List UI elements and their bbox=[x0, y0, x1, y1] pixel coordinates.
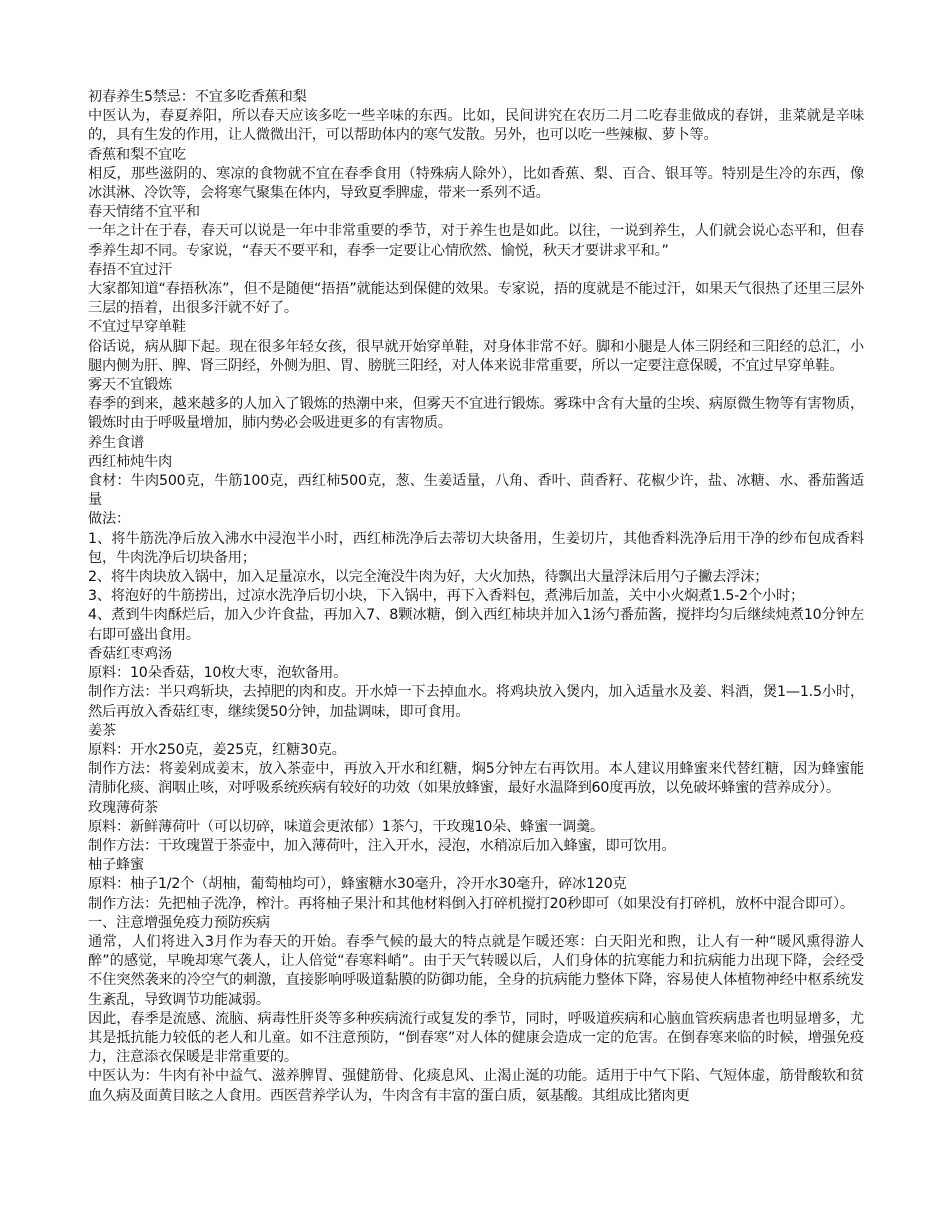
paragraph: 相反，那些滋阴的、寒凉的食物就不宜在春季食用（特殊病人除外），比如香蕉、梨、百合、银耳等。特别是生冷的东西，像冰淇淋、冷饮等，会将寒气聚集在体内，导致夏季脾虚，带来一系列不适。 bbox=[88, 165, 864, 202]
recipe-title: 柚子蜂蜜 bbox=[88, 857, 144, 874]
section-heading: 雾天不宜锻炼 bbox=[88, 377, 172, 394]
document-title: 初春养生5禁忌：不宜多吃香蕉和梨 bbox=[88, 89, 307, 105]
recipe-title: 西红柿炖牛肉 bbox=[88, 453, 172, 470]
paragraph: 中医认为，春夏养阳，所以春天应该多吃一些辛味的东西。比如，民间讲究在农历二月二吃春韭做成的春饼，韭菜就是辛味的，具有生发的作用，让人微微出汗，可以帮助体内的寒气发散。另外，也可以吃一些辣椒、萝卜等。 bbox=[88, 108, 864, 144]
recipe-step: 2、将牛肉块放入锅中，加入足量凉水，以完全淹没牛肉为好，大火加热，待飘出大量浮沫后用勺子撇去浮沫； bbox=[88, 569, 769, 586]
paragraph: 大家都知道“春捂秋冻”，但不是随便“捂捂”就能达到保健的效果。专家说，捂的度就是不能过汗，如果天气很热了还里三层外三层的捂着，出很多汗就不好了。 bbox=[88, 281, 864, 317]
paragraph: 通常，人们将进入3月作为春天的开始。春季气候的最大的特点就是乍暖还寒：白天阳光和煦，让人有一种“暖风熏得游人醉”的感觉，早晚却寒气袭人，让人倍觉“春寒料峭”。由于天气转暖以后，人们身体的抗寒能力和抗病能力出现下降，会经受不住突然袭来的冷空气的刺激，直接影响呼吸道黏膜的防御功能，全身的抗病能力整体下降，容易使人体植物神经中枢系统发生紊乱，导致调节功能减弱。 bbox=[88, 933, 864, 1008]
paragraph: 俗话说，病从脚下起。现在很多年轻女孩，很早就开始穿单鞋，对身体非常不好。脚和小腿是人体三阴经和三阳经的总汇，小腿内侧为肝、脾、肾三阴经，外侧为胆、胃、膀胱三阳经，对人体来说非常重要，所以一定要注意保暖，不宜过早穿单鞋。 bbox=[88, 338, 864, 374]
section-heading: 养生食谱 bbox=[88, 434, 144, 451]
paragraph: 因此，春季是流感、流脑、病毒性肝炎等多种疾病流行或复发的季节，同时，呼吸道疾病和心脑血管疾病患者也明显增多，尤其是抵抗能力较低的老人和儿童。如不注意预防，“倒春寒”对人体的健康会造成一定的危害。在倒春寒来临的时候，增强免疫力，注意添衣保暖是非常重要的。 bbox=[88, 1010, 864, 1066]
section-heading: 春天情绪不宜平和 bbox=[88, 204, 200, 221]
recipe-ingredients: 原料：柚子1/2个（胡柚，葡萄柚均可），蜂蜜糖水30毫升，冷开水30毫升，碎冰120克 bbox=[88, 876, 627, 893]
recipe-step: 1、将牛筋洗净后放入沸水中浸泡半小时，西红柿洗净后去蒂切大块备用，生姜切片，其他香料洗净后用干净的纱布包成香料包，牛肉洗净后切块备用； bbox=[88, 530, 864, 566]
recipe-method: 制作方法：干玫瑰置于茶壶中，加入薄荷叶，注入开水，浸泡，水稍凉后加入蜂蜜，即可饮用。 bbox=[88, 837, 676, 854]
recipe-method: 制作方法：半只鸡斩块，去掉肥的肉和皮。开水焯一下去掉血水。将鸡块放入煲内，加入适量水及姜、料酒，煲1—1.5小时，然后再放入香菇红枣，继续煲50分钟，加盐调味，即可食用。 bbox=[88, 684, 864, 720]
recipe-title: 香菇红枣鸡汤 bbox=[88, 645, 172, 662]
recipe-ingredients: 原料：10朵香菇，10枚大枣，泡软备用。 bbox=[88, 665, 348, 682]
paragraph: 中医认为：牛肉有补中益气、滋养脾胃、强健筋骨、化痰息风、止渴止涎的功能。适用于中气下陷、气短体虚，筋骨酸软和贫血久病及面黄目眩之人食用。西医营养学认为，牛肉含有丰富的蛋白质，氨基酸。其组成比猪肉更 bbox=[88, 1068, 864, 1104]
recipe-step: 4、煮到牛肉酥烂后，加入少许食盐，再加入7、8颗冰糖，倒入西红柿块并加入1汤勺番茄酱，搅拌均匀后继续炖煮10分钟左右即可盛出食用。 bbox=[88, 607, 864, 643]
recipe-method: 制作方法：将姜剁成姜末，放入茶壶中，再放入开水和红糖，焖5分钟左右再饮用。本人建议用蜂蜜来代替红糖，因为蜂蜜能清肺化痰、润咽止咳，对呼吸系统疾病有较好的功效（如果放蜂蜜，最好水温降到60度再放，以免破坏蜂蜜的营养成分）。 bbox=[88, 761, 864, 797]
recipe-title: 姜茶 bbox=[88, 722, 116, 739]
paragraph: 春季的到来，越来越多的人加入了锻炼的热潮中来，但雾天不宜进行锻炼。雾珠中含有大量的尘埃、病原微生物等有害物质，锻炼时由于呼吸量增加，肺内势必会吸进更多的有害物质。 bbox=[88, 396, 864, 432]
section-heading: 香蕉和梨不宜吃 bbox=[88, 146, 186, 163]
recipe-ingredients: 原料：开水250克，姜25克，红糖30克。 bbox=[88, 741, 346, 758]
recipe-title: 玫瑰薄荷茶 bbox=[88, 799, 158, 816]
recipe-ingredients: 原料：新鲜薄荷叶（可以切碎，味道会更浓郁）1茶勺，干玫瑰10朵、蜂蜜一调羹。 bbox=[88, 818, 605, 835]
section-heading: 春捂不宜过汗 bbox=[88, 261, 172, 278]
section-heading: 一、注意增强免疫力预防疾病 bbox=[88, 914, 270, 931]
recipe-method-label: 做法： bbox=[88, 511, 130, 528]
document-page bbox=[88, 88, 864, 1106]
paragraph: 一年之计在于春，春天可以说是一年中非常重要的季节，对于养生也是如此。以往，一说到养生，人们就会说心态平和，但春季养生却不同。专家说，“春天不要平和，春季一定要让心情欣然、愉悦，秋天才要讲求平和。” bbox=[88, 223, 864, 259]
section-heading: 不宜过早穿单鞋 bbox=[88, 319, 186, 336]
recipe-ingredients: 食材：牛肉500克，牛筋100克，西红柿500克，葱、生姜适量，八角、香叶、茴香籽、花椒少许，盐、冰糖、水、番茄酱适量 bbox=[88, 473, 864, 509]
recipe-method: 制作方法：先把柚子洗净，榨汁。再将柚子果汁和其他材料倒入打碎机搅打20秒即可（如果没有打碎机，放杯中混合即可）。 bbox=[88, 895, 854, 912]
recipe-step: 3、将泡好的牛筋捞出，过凉水洗净后切小块，下入锅中，再下入香料包，煮沸后加盖，关中小火焖煮1.5-2个小时； bbox=[88, 588, 804, 605]
